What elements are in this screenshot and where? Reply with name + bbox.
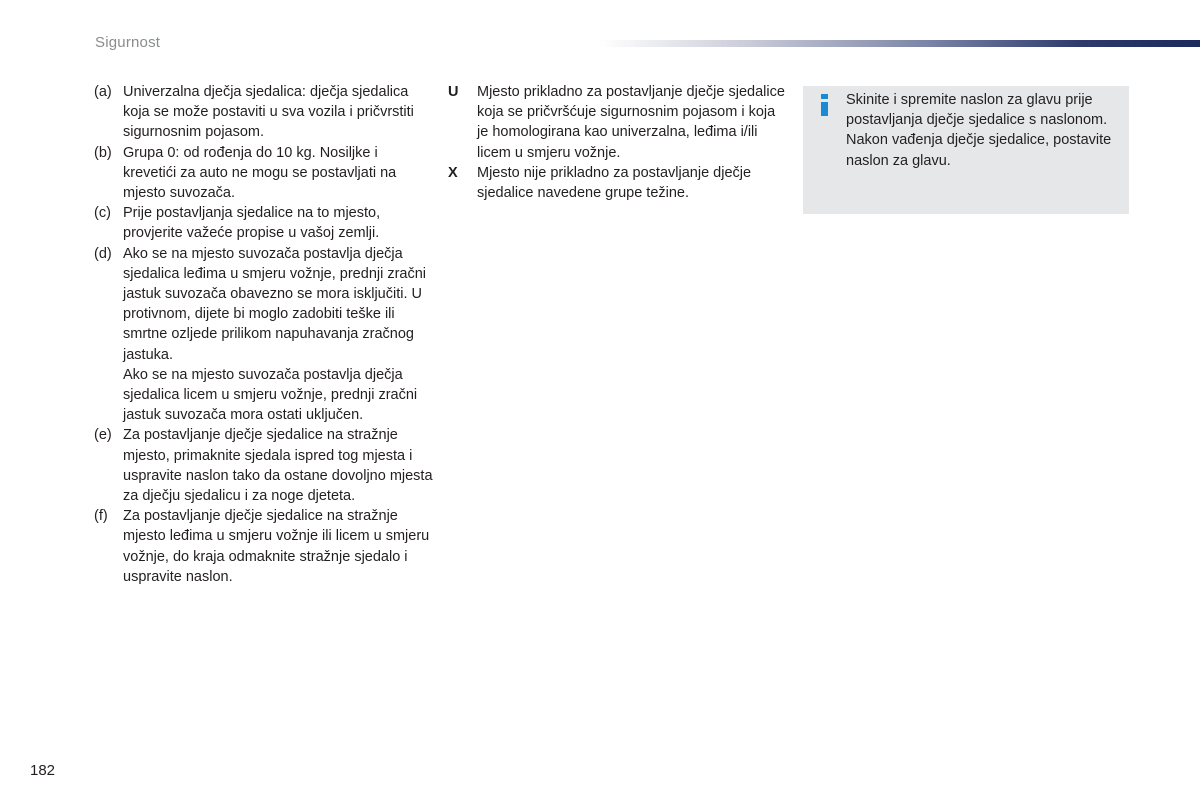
legend-item <box>448 82 788 163</box>
legend-item <box>448 163 788 203</box>
item-text <box>123 203 434 243</box>
item-text <box>123 425 434 506</box>
item-paragraph: Prije postavljanja sjedalice na to mjesto, provjerite važeće propise u vašoj zemlji. <box>123 205 381 242</box>
info-paragraph: Nakon vađenja dječje sjedalice, postavite naslon za glavu. <box>846 132 1112 169</box>
item-paragraph: Ako se na mjesto suvozača postavlja dječja sjedalica licem u smjeru vožnje, prednji zračni jastuk suvozača mora ostati uključen. <box>123 366 418 424</box>
legend-text <box>477 163 788 203</box>
list-item <box>94 203 434 243</box>
info-paragraph: Skinite i spremite naslon za glavu prije postavljanja dječje sjedalice s naslonom. <box>846 92 1108 129</box>
legend-text <box>477 82 788 163</box>
item-text <box>123 143 434 204</box>
header-bar <box>600 40 1200 47</box>
list-item <box>94 506 434 587</box>
info-box <box>803 86 1129 214</box>
item-paragraph: Za postavljanje dječje sjedalice na stražnje mjesto leđima u smjeru vožnje ili licem u smjeru vožnje, do kraja odmaknite stražnje sjedalo i uspravite naslon. <box>123 508 430 585</box>
item-marker: (f) <box>94 508 108 525</box>
page-number: 182 <box>30 762 56 779</box>
info-icon <box>817 92 833 118</box>
list-item <box>94 244 434 426</box>
item-marker: (a) <box>94 84 112 100</box>
legend-paragraph: Mjesto prikladno za postavljanje dječje sjedalice koja se pričvršćuje sigurnosnim pojasom i koja je homologirana kao univerzalna, leđima i/ili licem u smjeru vožnje. <box>477 84 785 161</box>
list-item <box>94 425 434 506</box>
item-marker: (b) <box>94 144 112 161</box>
section-title: Sigurnost <box>95 34 161 51</box>
item-text <box>123 244 434 426</box>
item-paragraph: Univerzalna dječja sjedalica: dječja sjedalica koja se može postaviti u sva vozila i pričvrstiti sigurnosnim pojasom. <box>123 84 414 141</box>
item-paragraph: Ako se na mjesto suvozača postavlja dječja sjedalica leđima u smjeru vožnje, prednji zračni jastuk suvozača obavezno se mora isključiti. U protivnom, dijete bi moglo zadobiti teške ili smrtne ozljede prilikom napuhavanja zračnog jastuka. <box>123 245 427 363</box>
legend-paragraph: Mjesto nije prikladno za postavljanje dječje sjedalice navedene grupe težine. <box>477 164 752 202</box>
list-item <box>94 143 434 204</box>
info-text <box>846 90 1116 171</box>
item-text <box>123 82 434 143</box>
item-marker: (e) <box>94 427 112 444</box>
legend-marker: X <box>448 164 458 181</box>
item-marker: (d) <box>94 245 112 262</box>
left-column <box>94 82 434 587</box>
item-paragraph: Grupa 0: od rođenja do 10 kg. Nosiljke i krevetići za auto ne mogu se postavljati na mjesto suvozača. <box>123 144 397 202</box>
legend-marker: U <box>448 84 459 100</box>
item-paragraph: Za postavljanje dječje sjedalice na stražnje mjesto, primaknite sjedala ispred tog mjesta i uspravite naslon tako da ostane dovoljno mjesta za dječju sjedalicu i za noge djeteta. <box>123 427 433 505</box>
list-item <box>94 82 434 143</box>
item-marker: (c) <box>94 205 111 222</box>
middle-column <box>448 82 788 203</box>
item-text <box>123 506 434 587</box>
